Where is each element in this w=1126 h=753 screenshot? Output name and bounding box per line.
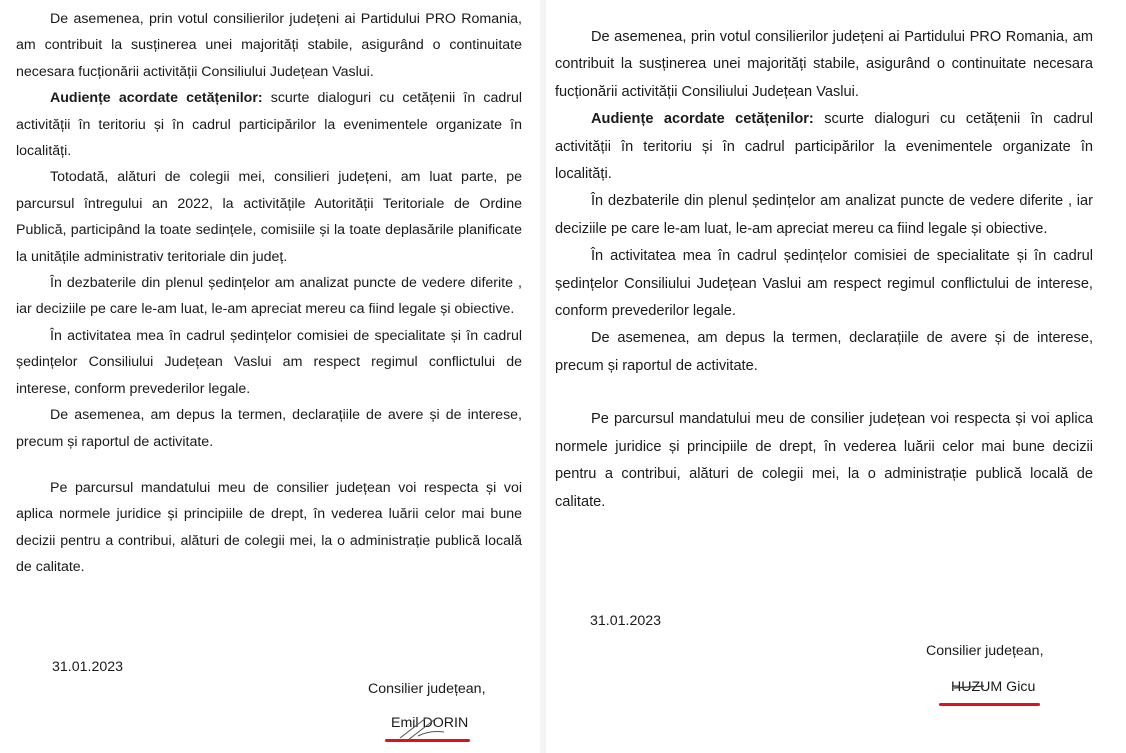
right-name-underline	[939, 703, 1040, 706]
left-signatory-role: Consilier județean,	[368, 681, 486, 697]
right-paragraph-conflict-interese: În activitatea mea în cadrul ședințelor comisiei de specialitate și în cadrul ședințelor Consiliului Județean Vaslui am respect regimul conflictului de interese, conform prevederilor legale.	[555, 248, 1093, 320]
right-paragraph-dezbateri: În dezbaterile din plenul ședințelor am analizat puncte de vedere diferite , iar deciziile pe care le-am luat, le-am apreciat mereu ca fiind legale și obiective.	[555, 193, 1093, 237]
right-paragraph-declaratii: De asemenea, am depus la termen, declarațiile de avere și de interese, precum și raportul de activitate.	[555, 330, 1093, 374]
right-signature-mark	[951, 678, 987, 698]
right-date: 31.01.2023	[590, 613, 662, 629]
left-body-text	[16, 6, 522, 581]
right-document-page	[546, 0, 1126, 753]
left-date: 31.01.2023	[52, 659, 124, 675]
left-paragraph-majority: De asemenea, prin votul consilierilor județeni ai Partidului PRO Romania, am contribuit la susținerea unei majorități stabile, asigurând o continuitate necesara fucționării activității Consiliului Județean Vaslui.	[16, 11, 522, 80]
left-name-underline	[385, 739, 470, 742]
right-paragraph-mandat: Pe parcursul mandatului meu de consilier județean voi respecta și voi aplica normele juridice și principiile de drept, în vederea luării celor mai bune decizii pentru a contribui, alături de colegii mei, la o administrație publică locală de calitate.	[555, 411, 1093, 510]
left-signatory-name: Emil DORIN	[391, 715, 469, 731]
right-audiente-text: scurte dialoguri cu cetățenii în cadrul activității în teritoriu și în cadrul participărilor la evenimentele organizate în localități.	[555, 111, 1093, 183]
left-paragraph-dezbateri: În dezbaterile din plenul ședințelor am analizat puncte de vedere diferite , iar deciziile pe care le-am luat, le-am apreciat mereu ca fiind legale și obiective.	[16, 275, 522, 318]
left-paragraph-ordine-publica: Totodată, alături de colegii mei, consilieri județeni, am luat parte, pe parcursul întregului an 2022, la activitățile Autorității Teritoriale de Ordine Publică, participând la toate sedințele, comisiile și la toate deplasările planificate la unitățile administrativ teritoriale din județ.	[16, 169, 522, 265]
right-body-text	[555, 24, 1093, 516]
right-paragraph-audiente	[555, 106, 1093, 188]
right-audiente-heading: Audiențe acordate cetățenilor:	[591, 111, 814, 128]
left-signature-scribble	[396, 712, 456, 742]
left-paragraph-conflict-interese: În activitatea mea în cadrul ședințelor comisiei de specialitate și în cadrul ședințelor Consiliului Județean Vaslui am respect regimul conflictului de interese, conform prevederilor legale.	[16, 327, 522, 397]
right-signatory-role: Consilier județean,	[926, 643, 1044, 659]
left-audiente-text: scurte dialoguri cu cetățenii în cadrul activității în teritoriu și în cadrul participărilor la evenimentele organizate în localități.	[16, 90, 522, 160]
paragraph-gap	[16, 455, 522, 475]
left-paragraph-audiente	[16, 85, 522, 164]
left-paragraph-mandat: Pe parcursul mandatului meu de consilier județean voi respecta și voi aplica normele juridice și principiile de drept, în vederea luării celor mai bune decizii pentru a contribui, alături de colegii mei, la o administrație publică locală de calitate.	[16, 479, 522, 576]
right-signatory-name: HUZUM Gicu	[951, 679, 1036, 695]
left-paragraph-declaratii: De asemenea, am depus la termen, declarațiile de avere și de interese, precum și raportul de activitate.	[16, 407, 522, 450]
right-paragraph-majority: De asemenea, prin votul consilierilor județeni ai Partidului PRO Romania, am contribuit la susținerea unei majorități stabile, asigurând o continuitate necesara fucționării activității Consiliului Județean Vaslui.	[555, 29, 1093, 100]
left-document-page	[0, 0, 540, 753]
paragraph-gap	[555, 380, 1093, 406]
left-audiente-heading: Audiențe acordate cetățenilor:	[50, 90, 263, 107]
